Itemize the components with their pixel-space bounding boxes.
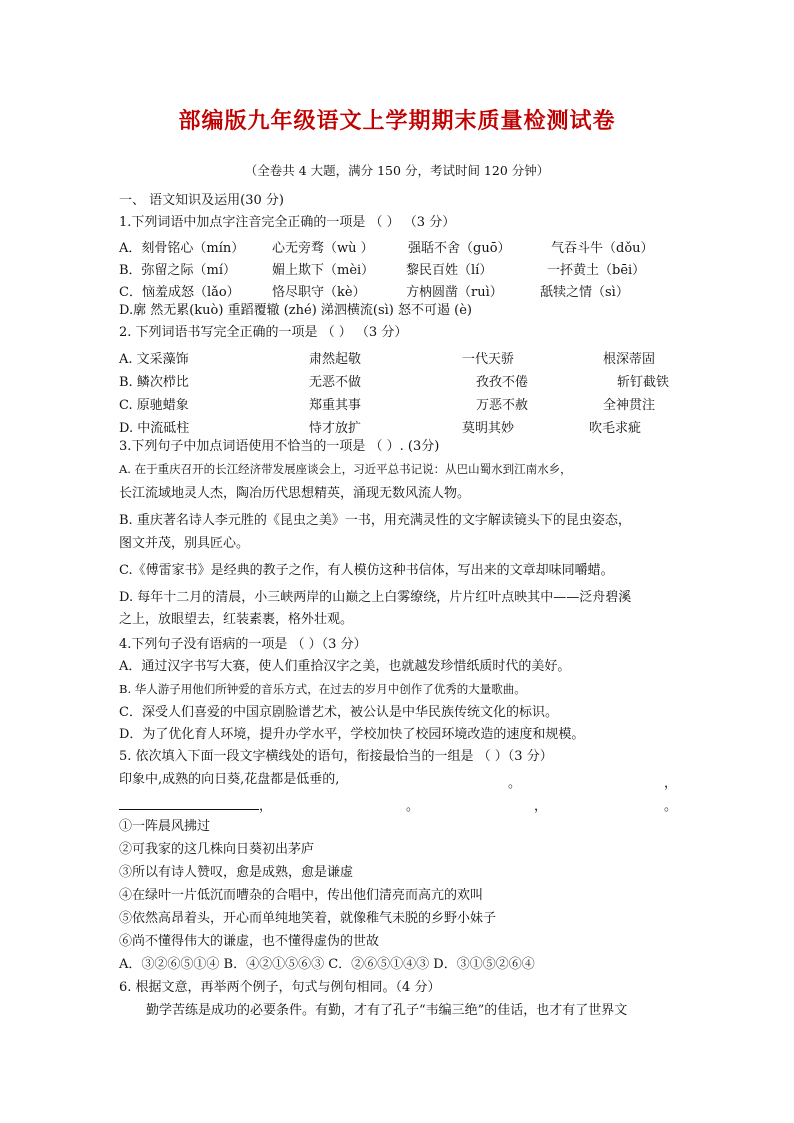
q6-passage: 勤学苦练是成功的必要条件。有勤，才有了孔子“韦编三绝”的佳话，也才有了世界文 [146,1003,628,1018]
q5-punct-6: 。 [664,799,678,814]
q5-sentence-1: ①一阵晨风拂过 [119,819,211,834]
q4-option-d: D．为了优化育人环境，提升办学水平，学校加快了校园环境改造的速度和规模。 [119,727,585,742]
q5-punct-2: ， [664,776,678,791]
question-4-stem: 4.下列句子没有语病的一项是 （ ）（3 分） [119,637,367,652]
q3-option-c: C.《傅雷家书》是经典的教子之作，有人模仿这种书信体，写出来的文章却味同嚼蜡。 [119,563,614,578]
q2-option-c-1: C. 原驰蜡象 [119,398,189,413]
q3-option-d-line2: 之上，放眼望去，红装素裹，格外壮观。 [119,612,354,627]
page-title: 部编版九年级语文上学期期末质量检测试卷 [178,109,616,134]
q3-option-a-line2: 长江流域地灵人杰，陶冶历代思想精英，涌现无数风流人物。 [119,486,471,501]
q2-option-c-3: 万恶不赦 [476,398,529,413]
q3-option-b-line2: 图文并茂，别具匠心。 [119,536,250,551]
q5-sentence-4: ④在绿叶一片低沉而嘈杂的合唱中，传出他们清亮而高亢的欢叫 [119,888,484,903]
q5-answer-options: A．③②⑥⑤①④ B．④②①⑤⑥③ C．②⑥⑤①④③ D．③①⑤②⑥④ [119,957,535,972]
q1-option-a-2: 心无旁骛（wù ） [272,241,374,256]
q5-sentence-3: ③所以有诗人赞叹，愈是成熟，愈是谦虚 [119,865,354,880]
q5-fill-blank [119,808,259,810]
exam-info: （全卷共 4 大题，满分 150 分，考试时间 120 分钟） [244,163,550,178]
q3-option-d-line1: D. 每年十二月的清晨，小三峡两岸的山巅之上白雾缭绕，片片红叶点映其中——泛舟碧溪 [119,590,632,605]
q1-option-c-2: 恪尽职守（kè） [272,285,366,300]
q2-option-a-3: 一代天骄 [462,352,515,367]
q1-option-b-3: 黎民百姓（lí） [406,263,493,278]
q4-option-c: C．深受人们喜爱的中国京剧脸谱艺术，被公认是中华民族传统文化的标识。 [119,705,558,720]
q5-passage-line1: 印象中,成熟的向日葵,花盘都是低垂的, [119,772,340,787]
section-heading: 一、 语文知识及运用(30 分) [119,193,284,208]
q2-option-a-4: 根深蒂固 [603,352,656,367]
q2-option-b-2: 无恶不做 [309,375,362,390]
q1-option-d: D.廓 然无累(kuò) 重蹈覆辙 (zhé) 涕泗横流(sì) 怒不可遏 (è) [119,303,472,318]
q4-option-b: B. 华人游子用他们所钟爱的音乐方式，在过去的岁月中创作了优秀的大量歌曲。 [119,682,526,696]
q5-punct-5: ， [534,799,548,814]
q3-option-a-line1: A. 在于重庆召开的长江经济带发展座谈会上，习近平总书记说：从巴山蜀水到江南水乡， [119,462,572,476]
q2-option-c-2: 郑重其事 [309,398,362,413]
q1-option-b-2: 媚上欺下（mèi） [272,263,375,278]
q5-sentence-2: ②可我家的这几株向日葵初出茅庐 [119,842,315,857]
q1-option-c-1: C．恼羞成怒（lǎo） [119,285,240,300]
question-5-stem: 5. 依次填入下面一段文字横线处的语句，衔接最恰当的一组是 （ ）（3 分） [119,749,553,764]
q2-option-d-4: 吹毛求疵 [589,421,642,436]
q1-option-a-3: 强聒不舍（guō） [408,241,511,256]
q2-option-b-3: 孜孜不倦 [476,375,529,390]
q2-option-a-1: A. 文采藻饰 [119,352,189,367]
question-1-stem: 1.下列词语中加点字注音完全正确的一项是 （ ） （3 分） [119,215,456,230]
q2-option-a-2: 肃然起敬 [309,352,362,367]
question-2-stem: 2. 下列词语书写完全正确的一项是 （ ） （3 分） [119,325,408,340]
q5-punct-4: 。 [406,799,420,814]
question-3-stem: 3.下列句子中加点词语使用不恰当的一项是 （ ）. (3分) [119,439,440,454]
q2-option-d-2: 恃才放扩 [309,421,362,436]
q2-option-b-1: B. 鳞次栉比 [119,375,189,390]
q5-punct-3: ， [259,799,273,814]
q3-option-b-line1: B. 重庆著名诗人李元胜的《昆虫之美》一书，用充满灵性的文字解读镜头下的昆虫姿态， [119,513,631,528]
q5-sentence-5: ⑤依然高昂着头，开心而单纯地笑着，就像稚气未脱的乡野小妹子 [119,911,497,926]
q2-option-d-1: D. 中流砥柱 [119,421,190,436]
q2-option-d-3: 莫明其妙 [462,421,515,436]
q1-option-a-4: 气吞斗牛（dǒu） [551,241,654,256]
q2-option-b-4: 斩钉截铁 [617,375,670,390]
q4-option-a: A．通过汉字书写大赛，使人们重拾汉字之美，也就越发珍惜纸质时代的美好。 [119,659,571,674]
q1-option-c-4: 舐犊之情（sì） [540,285,629,300]
q1-option-a-1: A．刻骨铭心（mín） [119,241,245,256]
q1-option-b-4: 一抔黄土（bēi） [547,263,646,278]
q5-sentence-6: ⑥尚不懂得伟大的谦虚，也不懂得虚伪的世故 [119,934,380,949]
q1-option-c-3: 方枘圆凿（ruì） [406,285,503,300]
q1-option-b-1: B．弥留之际（mí） [119,263,237,278]
q5-punct-1: 。 [508,776,522,791]
q2-option-c-4: 全神贯注 [603,398,656,413]
question-6-stem: 6. 根据文意，再举两个例子，句式与例句相同。（4 分） [119,980,441,995]
